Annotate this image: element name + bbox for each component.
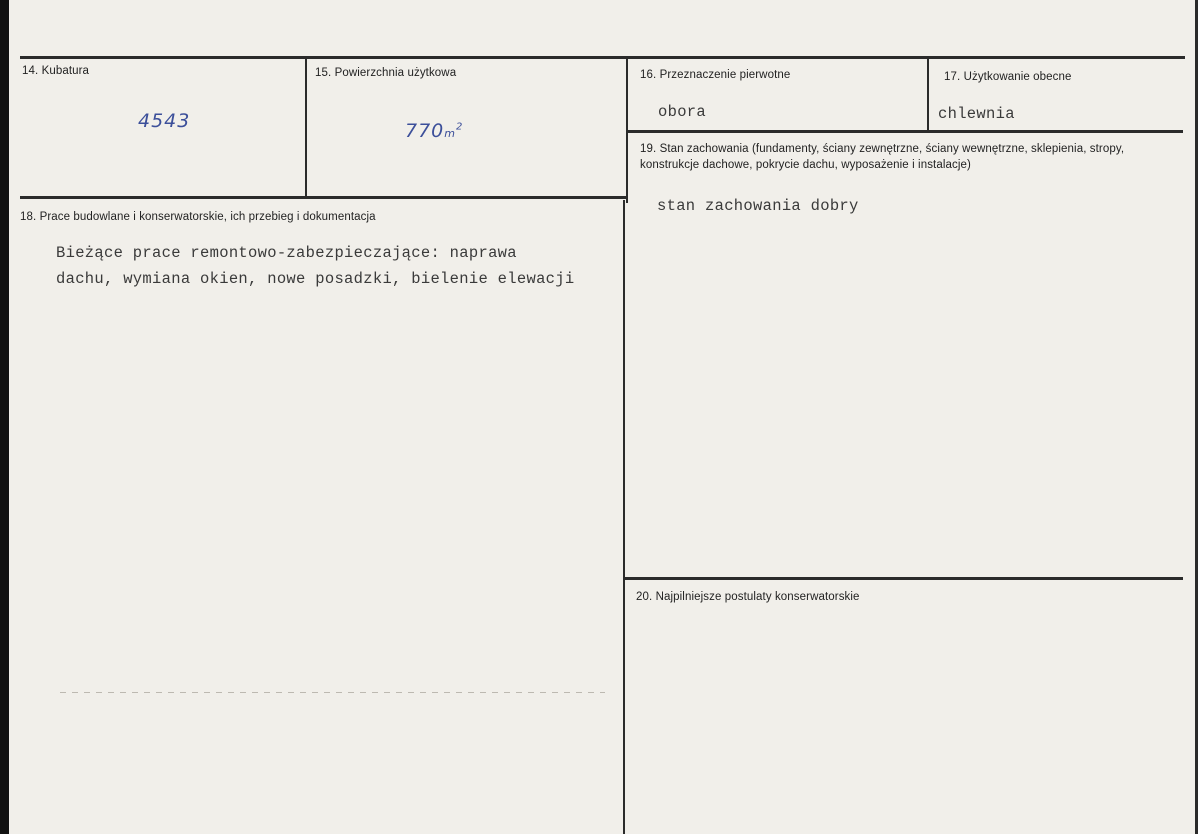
field-14-value-handwritten: 4543: [138, 110, 191, 132]
field-15-value-handwritten: [405, 120, 463, 142]
field-18-label: 18. Prace budowlane i konserwatorskie, ich przebieg i dokumentacja: [20, 211, 376, 223]
rule-16-17-divider: [927, 58, 929, 132]
field-20-label: 20. Najpilniejsze postulaty konserwatorskie: [636, 591, 860, 603]
faint-dashed-mark: [60, 692, 605, 693]
field-14-label: 14. Kubatura: [22, 65, 90, 77]
rule-19-bottom: [625, 577, 1183, 580]
field-19-label: 19. Stan zachowania (fundamenty, ściany zewnętrzne, ściany wewnętrzne, sklepienia, stropy, konstrukcje dachowe, pokrycie dachu, wyposażenie i instalacje): [640, 143, 1125, 171]
field-16-label: 16. Przeznaczenie pierwotne: [640, 69, 791, 81]
field-19-value: stan zachowania dobry: [657, 197, 859, 215]
rule-14-15-bottom: [20, 196, 626, 199]
field-15-unit: m: [444, 127, 456, 140]
field-18-line-2: dachu, wymiana okien, nowe posadzki, bielenie elewacji: [56, 270, 575, 288]
rule-16-17-bottom: [628, 130, 1183, 133]
field-18-line-1: Bieżące prace remontowo-zabezpieczające: naprawa: [56, 244, 517, 262]
rule-main-divider-upper: [626, 58, 628, 203]
field-15-number: 770: [405, 120, 445, 142]
rule-top: [20, 56, 1185, 59]
field-15-unit-sup: 2: [455, 121, 464, 133]
scan-edge-left: [0, 0, 9, 834]
field-16-value: obora: [658, 103, 707, 121]
rule-14-15-divider: [305, 58, 307, 198]
field-15-label: 15. Powierzchnia użytkowa: [315, 67, 457, 79]
field-17-value: chlewnia: [938, 105, 1015, 123]
field-17-label: 17. Użytkowanie obecne: [944, 71, 1072, 83]
rule-main-divider-lower: [623, 200, 625, 834]
